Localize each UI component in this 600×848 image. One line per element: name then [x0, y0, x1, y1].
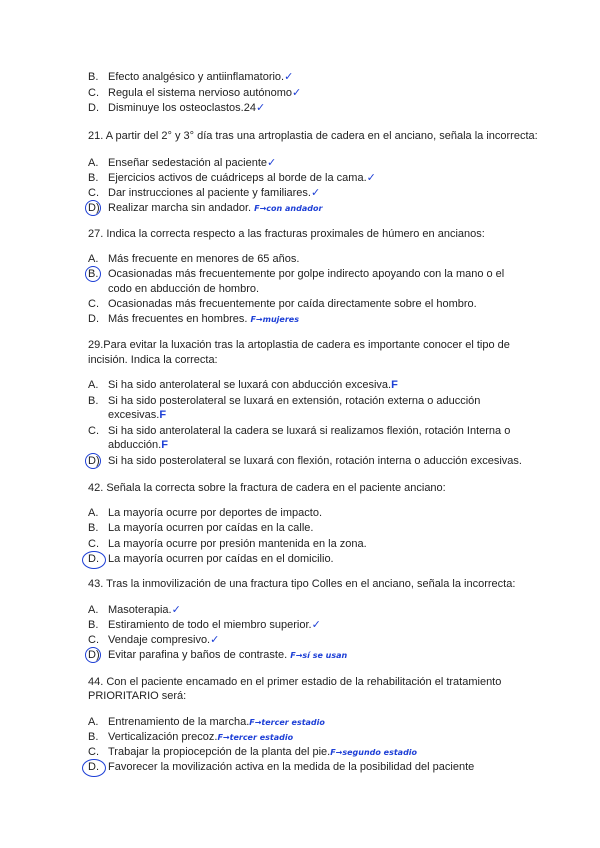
option-letter: B. — [88, 395, 99, 407]
option-text: La mayoría ocurre por presión mantenida en la zona. — [108, 538, 367, 550]
option-text: Entrenamiento de la marcha. — [108, 716, 250, 728]
option-letter: A. — [88, 604, 99, 616]
option-letter: A. — [88, 379, 99, 391]
option-d — [88, 202, 600, 215]
check-mark-icon: ✓ — [171, 604, 181, 616]
option-text: La mayoría ocurre por deportes de impacto. — [108, 507, 323, 519]
option-d — [88, 553, 600, 566]
check-mark-icon: ✓ — [255, 102, 266, 114]
option-d — [88, 102, 600, 115]
option-a — [88, 507, 600, 520]
option-text: Evitar parafina y baños de contraste. — [108, 649, 288, 661]
option-letter: D. — [88, 553, 99, 565]
option-b-continued — [108, 409, 600, 422]
option-letter: A. — [88, 716, 99, 728]
handwritten-note: F→sí se usan — [290, 651, 348, 660]
option-text: Si ha sido anterolateral la cadera se luxará si realizamos flexión, rotación Interna o — [108, 425, 511, 437]
option-letter: C. — [88, 298, 99, 310]
option-a — [88, 253, 600, 266]
question-42: 42. Señala la correcta sobre la fractura de cadera en el paciente anciano: — [88, 482, 446, 494]
option-a — [88, 716, 600, 729]
option-d — [88, 313, 600, 326]
option-c — [88, 425, 600, 438]
option-text: Realizar marcha sin andador. — [108, 202, 252, 214]
option-letter: A. — [88, 507, 99, 519]
handwritten-note: F→mujeres — [250, 315, 299, 324]
question-44-continued: PRIORITARIO será: — [88, 690, 187, 702]
option-a — [88, 157, 600, 170]
check-mark-icon: ✓ — [366, 172, 376, 184]
option-c — [88, 538, 600, 551]
option-letter: D. — [88, 102, 99, 114]
option-b — [88, 395, 600, 408]
option-c — [88, 634, 600, 647]
option-c — [88, 187, 600, 200]
check-mark-icon: ✓ — [292, 87, 302, 99]
option-letter: D. — [88, 761, 99, 773]
option-text: Estiramiento de todo el miembro superior. — [108, 619, 312, 631]
option-d — [88, 649, 600, 662]
option-text: Vendaje compresivo. — [108, 634, 211, 646]
option-letter: B. — [88, 619, 99, 631]
question-29: 29.Para evitar la luxación tras la artoplastia de cadera es importante conocer el tipo de — [88, 339, 510, 351]
false-mark-icon: F — [159, 409, 167, 421]
option-letter: A. — [88, 157, 99, 169]
check-mark-icon: ✓ — [284, 71, 294, 83]
false-mark-icon: F — [161, 439, 168, 451]
question-29-continued: incisión. Indica la correcta: — [88, 354, 218, 366]
option-text: Ocasionadas más frecuentemente por golpe indirecto apoyando con la mano o el — [108, 268, 505, 280]
option-text: Más frecuente en menores de 65 años. — [108, 253, 300, 265]
question-27: 27. Indica la correcta respecto a las fracturas proximales de húmero en ancianos: — [88, 228, 485, 240]
handwritten-note: F→con andador — [254, 204, 323, 213]
option-letter: C. — [88, 746, 99, 758]
option-b — [88, 71, 600, 84]
question-44: 44. Con el paciente encamado en el primer estadio de la rehabilitación el tratamiento — [88, 676, 502, 688]
option-letter: B. — [88, 268, 99, 280]
option-b — [88, 522, 600, 535]
option-text: Si ha sido posterolateral se luxará con flexión, rotación interna o aducción excesivas. — [108, 455, 522, 467]
option-text: Favorecer la movilización activa en la medida de la posibilidad del paciente — [108, 761, 475, 773]
option-letter: D) — [88, 202, 100, 214]
option-text: Verticalización precoz. — [108, 731, 218, 743]
handwritten-note: F→tercer estadio — [217, 733, 294, 742]
option-letter: C. — [88, 634, 99, 646]
question-21: 21. A partir del 2° y 3° día tras una artroplastia de cadera en el anciano, señala la incorrecta: — [88, 130, 538, 142]
option-d — [88, 761, 600, 774]
option-text: Ejercicios activos de cuádriceps al borde de la cama. — [108, 172, 367, 184]
option-a — [88, 379, 600, 392]
option-letter: D. — [88, 313, 99, 325]
option-letter: A. — [88, 253, 99, 265]
option-b — [88, 619, 600, 632]
option-text: Si ha sido anterolateral se luxará con abducción excesiva. — [108, 379, 392, 391]
option-letter: B. — [88, 172, 99, 184]
option-letter: B. — [88, 71, 99, 83]
option-text: Dar instrucciones al paciente y familiares. — [108, 187, 311, 199]
option-text: Enseñar sedestación al paciente — [108, 157, 267, 169]
option-c-continued — [108, 439, 600, 452]
option-text: Masoterapia. — [108, 604, 172, 616]
option-c — [88, 298, 600, 311]
false-mark-icon: F — [391, 379, 398, 391]
handwritten-note: F→segundo estadio — [330, 748, 418, 757]
option-text: Trabajar la propiocepción de la planta del pie. — [108, 746, 331, 758]
option-text: excesivas. — [108, 409, 160, 421]
option-text: Disminuye los osteoclastos.24 — [108, 102, 256, 114]
question-43: 43. Tras la inmovilización de una fractura tipo Colles en el anciano, señala la incorrecta: — [88, 578, 516, 590]
option-letter: D) — [88, 649, 100, 661]
option-text: Ocasionadas más frecuentemente por caída directamente sobre el hombro. — [108, 298, 477, 310]
option-b — [88, 731, 600, 744]
check-mark-icon: ✓ — [310, 187, 321, 199]
option-c — [88, 746, 600, 759]
check-mark-icon: ✓ — [210, 634, 220, 646]
handwritten-note: F→tercer estadio — [249, 718, 325, 727]
option-letter: C. — [88, 425, 99, 437]
option-text: La mayoría ocurren por caídas en el domicilio. — [108, 553, 334, 565]
option-text: Más frecuentes en hombres. — [108, 313, 248, 325]
option-a — [88, 604, 600, 617]
option-letter: C. — [88, 538, 99, 550]
option-b — [88, 172, 600, 185]
check-mark-icon: ✓ — [267, 157, 277, 169]
option-b — [88, 268, 600, 281]
option-d — [88, 455, 600, 468]
option-b-continued: codo en abducción de hombro. — [108, 283, 260, 295]
option-text: abducción. — [108, 439, 162, 451]
option-letter: C. — [88, 187, 99, 199]
option-letter: B. — [88, 522, 99, 534]
option-c — [88, 87, 600, 100]
option-letter: D) — [88, 455, 100, 467]
option-text: La mayoría ocurren por caídas en la calle. — [108, 522, 314, 534]
option-text: Regula el sistema nervioso autónomo — [108, 87, 293, 99]
option-letter: C. — [88, 87, 99, 99]
option-text: Si ha sido posterolateral se luxará en extensión, rotación externa o aducción — [108, 395, 481, 407]
option-text: Efecto analgésico y antiinflamatorio. — [108, 71, 285, 83]
check-mark-icon: ✓ — [311, 619, 321, 631]
option-letter: B. — [88, 731, 99, 743]
